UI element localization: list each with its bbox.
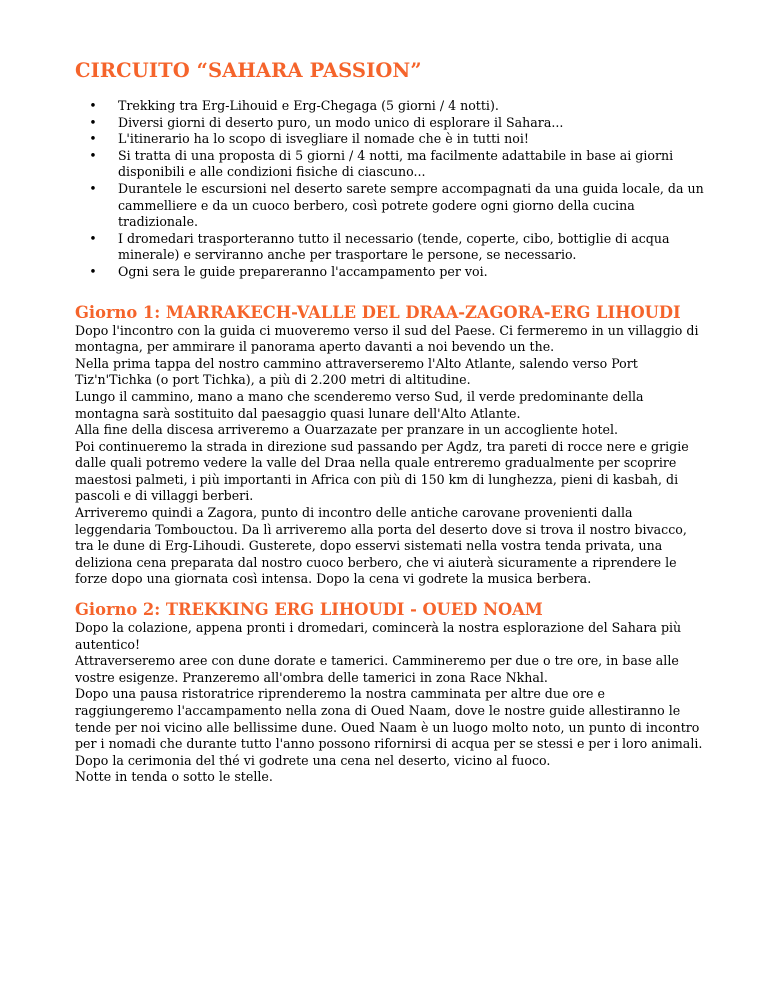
day2-paragraph: Dopo una pausa ristoratrice riprenderemo la nostra camminata per altre due ore e raggiungeremo l'accampamento nella zona di Oued Naam, dove le nostre guide allestiranno le tende per noi vicino alle bellissime dune. Oued Naam è un luogo molto noto, un punto di incontro per i nomadi che durante tutto l'anno possono rifornirsi di acqua per se stessi e per i loro animali. (75, 686, 703, 752)
bullet-item (75, 264, 705, 281)
intro-bullet-list (75, 98, 705, 281)
bullet-text: Trekking tra Erg-Lihouid e Erg-Chegaga (5 giorni / 4 notti). (118, 98, 499, 113)
bullet-dot-icon: • (89, 180, 97, 196)
day2-paragraph: Notte in tenda o sotto le stelle. (75, 769, 273, 785)
document-title: CIRCUITO “SAHARA PASSION” (75, 59, 422, 82)
bullet-item (75, 131, 705, 148)
day1-paragraph: Poi continueremo la strada in direzione sud passando per Agdz, tra pareti di rocce nere e grigie dalle quali potremo vedere la valle del Draa nella quale entreremo gradualmente per scoprire maestosi palmeti, i più importanti in Africa con più di 150 km di lunghezza, pieni di kasbah, di pascoli e di villaggi berberi. (75, 438, 689, 504)
day2-body (75, 620, 705, 786)
bullet-text: Diversi giorni di deserto puro, un modo unico di esplorare il Sahara... (118, 114, 564, 130)
bullet-text: Si tratta di una proposta di 5 giorni / 4 notti, ma facilmente adattabile in base ai giorni disponibili e alle condizioni fisiche di ciascuno... (118, 147, 674, 180)
bullet-text: L'itinerario ha lo scopo di isvegliare il nomade che è in tutti noi! (118, 131, 529, 147)
day1-body (75, 323, 705, 589)
bullet-item (75, 181, 705, 231)
day2-paragraph: Dopo la cerimonia del thé vi godrete una cena nel deserto, vicino al fuoco. (75, 752, 551, 768)
document-page (75, 58, 705, 786)
day2-paragraph: Dopo la colazione, appena pronti i dromedari, comincerà la nostra esplorazione del Sahara più autentico! (75, 620, 682, 652)
day1-paragraph: Alla fine della discesa arriveremo a Ouarzazate per pranzare in un accogliente hotel. (75, 422, 619, 438)
bullet-dot-icon: • (89, 98, 97, 113)
day2-paragraph: Attraverseremo aree con dune dorate e tamerici. Cammineremo per due o tre ore, in base alle vostre esigenze. Pranzeremo all'ombra delle tamerici in zona Race Nkhal. (75, 653, 679, 685)
bullet-item (75, 98, 705, 115)
bullet-text: I dromedari trasporteranno tutto il necessario (tende, coperte, cibo, bottiglie di acqua minerale) e serviranno anche per trasportare le persone, se necessario. (118, 230, 670, 263)
day2-heading: Giorno 2: TREKKING ERG LIHOUDI - OUED NOAM (75, 600, 543, 620)
bullet-dot-icon: • (89, 114, 97, 130)
bullet-item (75, 148, 705, 181)
bullet-item (75, 231, 705, 264)
day1-heading: Giorno 1: MARRAKECH-VALLE DEL DRAA-ZAGORA-ERG LIHOUDI (75, 302, 681, 322)
day1-paragraph: Nella prima tappa del nostro cammino attraverseremo l'Alto Atlante, salendo verso Port Tiz'n'Tichka (o port Tichka), a più di 2.200 metri di altitudine. (75, 355, 638, 388)
bullet-item (75, 115, 705, 132)
bullet-text: Durantele le escursioni nel deserto sarete sempre accompagnati da una guida locale, da un cammelliere e da un cuoco berbero, così potrete godere ogni giorno della cucina tradizionale. (118, 180, 704, 230)
bullet-text: Ogni sera le guide prepareranno l'accampamento per voi. (118, 263, 488, 279)
bullet-dot-icon: • (89, 263, 97, 279)
day1-paragraph: Arriveremo quindi a Zagora, punto di incontro delle antiche carovane provenienti dalla leggendaria Tombouctou. Da lì arriveremo alla porta del deserto dove si trova il nostro bivacco, tra le dune di Erg-Lihoudi. Gusterete, dopo esservi sistemati nella vostra tenda privata, una deliziona cena preparata dal nostro cuoco berbero, che vi aiuterà sicuramente a riprendere le forze dopo una giornata così intensa. Dopo la cena vi godrete la musica berbera. (75, 505, 687, 587)
day1-paragraph: Dopo l'incontro con la guida ci muoveremo verso il sud del Paese. Ci fermeremo in un villaggio di montagna, per ammirare il panorama aperto davanti a noi bevendo un the. (75, 322, 699, 355)
bullet-dot-icon: • (89, 147, 97, 163)
bullet-dot-icon: • (89, 230, 97, 246)
bullet-dot-icon: • (89, 131, 97, 147)
day1-paragraph: Lungo il cammino, mano a mano che scenderemo verso Sud, il verde predominante della montagna sarà sostituito dal paesaggio quasi lunare dell'Alto Atlante. (75, 388, 644, 421)
